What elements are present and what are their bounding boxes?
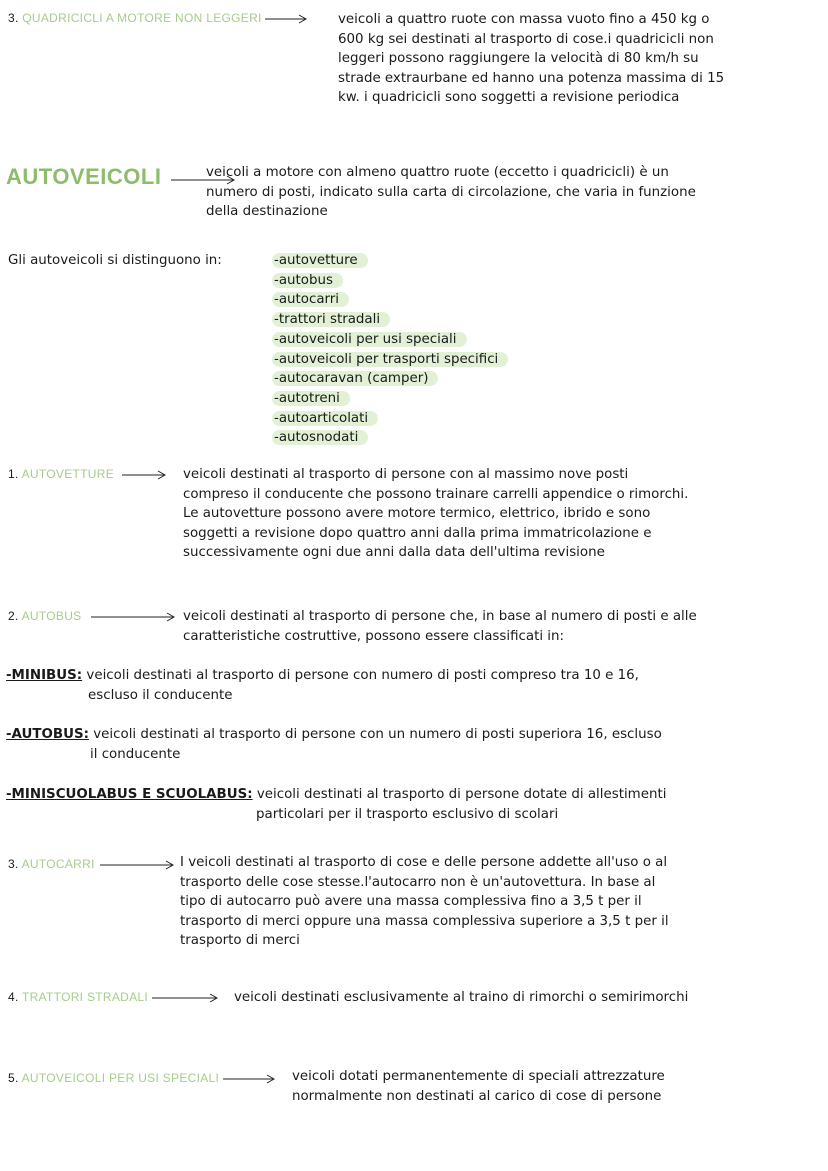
text-line: leggeri possono raggiungere la velocità di 80 km/h su [338,51,699,66]
subtype-scuolabus [6,785,821,824]
arrow-right-icon [122,470,168,480]
list-item: -autoveicoli per trasporti specifici [272,352,508,367]
list-item: -autosnodati [272,430,368,445]
heading-trattori [8,990,220,1004]
trattori-description [234,988,688,1008]
arrow-right-icon [265,14,309,24]
subtype-minibus [6,666,821,705]
list-item: -autobus [272,273,343,288]
section-title: AUTOVEICOLI [6,164,162,189]
section-title: AUTOBUS [21,609,82,623]
heading-autoveicoli [6,164,237,190]
text-line: veicoli destinati al trasporto di persone che, in base al numero di posti e alle [183,609,697,624]
autoveicoli-intro: Gli autoveicoli si distinguono in: [8,253,222,268]
text-line: veicoli destinati al trasporto di persone dotate di allestimenti [256,787,667,802]
list-item: -autoarticolati [272,411,378,426]
list-item: -trattori stradali [272,312,390,327]
heading-usi-speciali [8,1071,277,1085]
text-line: il conducente [90,746,181,762]
text-line: tipo di autocarro può avere una massa complessiva fino a 3,5 t per il [180,894,642,909]
autoveicoli-types-list [272,251,508,448]
text-line: veicoli a motore con almeno quattro ruote (eccetto i quadricicli) è un [206,165,669,180]
heading-autovetture [8,467,168,481]
text-line: della destinazione [206,204,328,219]
text-line: escluso il conducente [88,687,233,703]
list-item: -autovetture [272,253,368,268]
heading-autocarri [8,857,176,871]
section-title: AUTOVETTURE [21,467,115,481]
text-line: compreso il conducente che possono trainare carrelli appendice o rimorchi. [183,486,689,502]
text-line: veicoli destinati al trasporto di persone con un numero di posti superiora 16, escluso [93,727,662,742]
text-line: I veicoli destinati al trasporto di cose e delle persone addette all'uso o al [180,855,668,870]
text-line: veicoli a quattro ruote con massa vuoto fino a 450 kg o [338,12,710,27]
section-title: AUTOCARRI [21,857,95,871]
section-title: QUADRICICLI A MOTORE NON LEGGERI [22,11,262,25]
section-number: 2. [8,609,19,623]
autovetture-description [183,465,823,563]
subtype-autobus [6,725,821,764]
text-line: trasporto delle cose stesse.l'autocarro non è un'autovettura. In base al [180,874,656,890]
list-item: -autocarri [272,292,349,307]
text-line: kw. i quadricicli sono soggetti a revisione periodica [338,90,680,105]
text-line: 600 kg sei destinati al trasporto di cose.i quadricicli non [338,31,714,47]
subtype-label: -MINIBUS: [6,668,83,683]
heading-autobus [8,609,177,623]
heading-quadricicli [8,11,309,25]
text-line: numero di posti, indicato sulla carta di circolazione, che varia in funzione [206,184,696,200]
text-line: veicoli destinati al trasporto di persone con al massimo nove posti [183,467,629,482]
section-title: TRATTORI STRADALI [22,990,149,1004]
text-line: trasporto di merci [180,933,300,948]
list-item: -autocaravan (camper) [272,371,438,386]
text-line: strade extraurbane ed hanno una potenza massima di 15 [338,70,725,86]
text-line: soggetti a revisione dopo quattro anni dalla prima immatricolazione e [183,525,652,541]
subtype-label: -AUTOBUS: [6,727,89,742]
section-number: 5. [8,1071,19,1085]
text-line: veicoli dotati permanentemente di speciali attrezzature [292,1069,665,1084]
quadricicli-description [338,10,823,108]
arrow-right-icon [100,860,176,870]
text-line: veicoli destinati al trasporto di persone con numero di posti compreso tra 10 e 16, [86,668,639,683]
autoveicoli-description [206,163,821,222]
arrow-right-icon [91,612,177,622]
text-line: veicoli destinati esclusivamente al traino di rimorchi o semirimorchi [234,990,689,1005]
section-number: 1. [8,467,19,481]
text-line: Le autovetture possono avere motore termico, elettrico, ibrido e sono [183,506,651,521]
text-line: normalmente non destinati al carico di cose di persone [292,1088,662,1104]
text-line: caratteristiche costruttive, possono essere classificati in: [183,628,565,644]
section-number: 3. [8,11,19,25]
list-item: -autoveicoli per usi speciali [272,332,467,347]
text-line: successivamente ogni due anni dalla data dell'ultima revisione [183,545,605,560]
autobus-description [183,607,823,646]
autocarri-description [180,853,820,951]
section-number: 3. [8,857,19,871]
text-line: particolari per il trasporto esclusivo di scolari [256,806,559,822]
usi-speciali-description [292,1067,822,1106]
subtype-label: -MINISCUOLABUS E SCUOLABUS: [6,787,253,802]
list-item: -autotreni [272,391,350,406]
section-number: 4. [8,990,19,1004]
arrow-right-icon [152,993,220,1003]
section-title: AUTOVEICOLI PER USI SPECIALI [21,1071,220,1085]
text-line: trasporto di merci oppure una massa complessiva superiore a 3,5 t per il [180,913,669,929]
arrow-right-icon [223,1074,277,1084]
